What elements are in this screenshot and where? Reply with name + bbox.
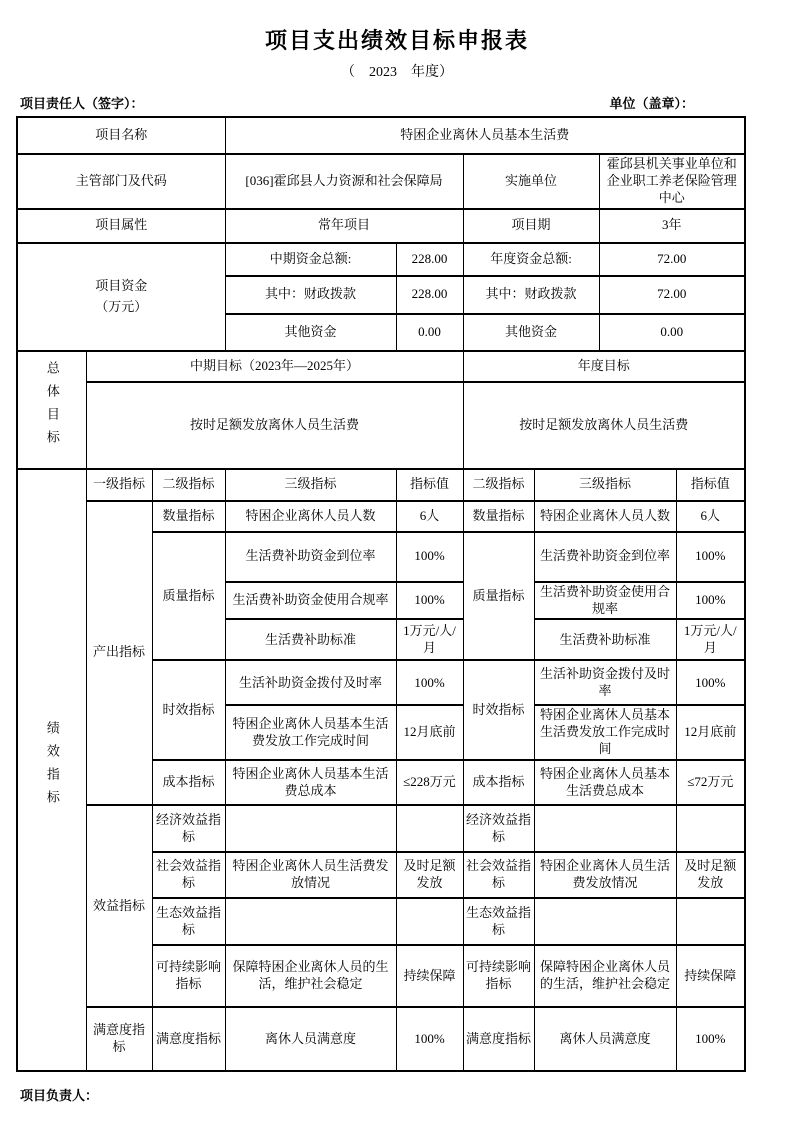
overall-goal-label-text: 总体目标	[44, 361, 60, 454]
level3-indicator: 生活补助资金拨付及时率	[534, 660, 676, 705]
attr-value: 常年项目	[225, 209, 463, 243]
fund-year-fiscal-label: 其中：财政拨款	[463, 276, 599, 314]
fund-mid-total-label: 中期资金总额:	[225, 243, 396, 276]
level2-indicator: 满意度指标	[152, 1007, 225, 1071]
indicator-value: 12月底前	[396, 705, 463, 760]
level3-indicator: 特困企业离休人员人数	[225, 501, 396, 532]
level3-indicator: 特困企业离休人员基本生活费总成本	[225, 760, 396, 805]
level2-indicator: 成本指标	[152, 760, 225, 805]
level3-indicator: 离休人员满意度	[534, 1007, 676, 1071]
attr-label: 项目属性	[17, 209, 225, 243]
level2-indicator: 生态效益指标	[152, 898, 225, 945]
indicator-value: 及时足额发放	[396, 852, 463, 898]
top-labels	[0, 81, 794, 116]
level3-indicator: 特困企业离休人员生活费发放情况	[534, 852, 676, 898]
level2-indicator: 时效指标	[463, 660, 534, 760]
impl-unit-value: 霍邱县机关事业单位和企业职工养老保险管理中心	[599, 154, 745, 209]
header-level2-left: 二级指标	[152, 469, 225, 501]
funds-label-line1: 项目资金	[95, 277, 148, 293]
header-level3-left: 三级指标	[225, 469, 396, 501]
indicator-value: 持续保障	[396, 945, 463, 1007]
header-level2-right: 二级指标	[463, 469, 534, 501]
indicator-value: 12月底前	[676, 705, 745, 760]
project-name-value: 特困企业离休人员基本生活费	[225, 117, 745, 154]
header-value-left: 指标值	[396, 469, 463, 501]
signer-label: 项目责任人（签字）：	[20, 96, 144, 111]
level3-indicator	[225, 805, 396, 852]
level3-indicator: 生活补助资金拨付及时率	[225, 660, 396, 705]
level3-indicator: 保障特困企业离休人员的生活，维护社会稳定	[225, 945, 396, 1007]
goal-year-text: 按时足额发放离休人员生活费	[463, 382, 745, 469]
level2-indicator: 经济效益指标	[152, 805, 225, 852]
level3-indicator: 离休人员满意度	[225, 1007, 396, 1071]
fund-mid-total-value: 228.00	[396, 243, 463, 276]
level3-indicator: 生活费补助资金到位率	[534, 532, 676, 582]
form-table	[16, 116, 746, 1072]
period-label: 项目期	[463, 209, 599, 243]
level2-indicator: 数量指标	[463, 501, 534, 532]
level3-indicator	[225, 898, 396, 945]
page-title: 项目支出绩效目标申报表	[264, 28, 529, 53]
overall-goal-label	[17, 351, 86, 469]
fund-mid-other-label: 其他资金	[225, 314, 396, 351]
indicator-value: ≤72万元	[676, 760, 745, 805]
level3-indicator: 生活费补助标准	[225, 619, 396, 660]
fund-year-other-label: 其他资金	[463, 314, 599, 351]
impl-unit-label: 实施单位	[463, 154, 599, 209]
level2-indicator: 可持续影响指标	[463, 945, 534, 1007]
level2-indicator: 满意度指标	[463, 1007, 534, 1071]
header-level1: 一级指标	[86, 469, 152, 501]
indicator-value	[396, 805, 463, 852]
fund-year-fiscal-value: 72.00	[599, 276, 745, 314]
header-value-right: 指标值	[676, 469, 745, 501]
level1-benefit: 效益指标	[86, 805, 152, 1007]
unit-seal-label: 单位（盖章）：	[609, 96, 694, 111]
fund-year-total-value: 72.00	[599, 243, 745, 276]
dept-code-label: 主管部门及代码	[17, 154, 225, 209]
indicator-value: 100%	[396, 532, 463, 582]
level2-indicator: 社会效益指标	[152, 852, 225, 898]
perf-indicator-label	[17, 469, 86, 1071]
perf-indicator-label-text: 绩效指标	[44, 721, 60, 814]
level2-indicator: 社会效益指标	[463, 852, 534, 898]
level1-output: 产出指标	[86, 501, 152, 805]
goal-mid-header: 中期目标（2023年—2025年）	[86, 351, 463, 382]
goal-year-header: 年度目标	[463, 351, 745, 382]
level3-indicator: 特困企业离休人员基本生活费发放工作完成时间	[225, 705, 396, 760]
level2-indicator: 质量指标	[152, 532, 225, 661]
indicator-value: 6人	[396, 501, 463, 532]
level1-satisfaction: 满意度指标	[86, 1007, 152, 1071]
fund-year-other-value: 0.00	[599, 314, 745, 351]
level3-indicator: 特困企业离休人员人数	[534, 501, 676, 532]
level2-indicator: 时效指标	[152, 660, 225, 760]
indicator-value: 1万元/人/月	[396, 619, 463, 660]
indicator-value	[676, 898, 745, 945]
indicator-value: 100%	[676, 582, 745, 620]
level3-indicator: 生活费补助资金到位率	[225, 532, 396, 582]
indicator-value: 100%	[396, 582, 463, 620]
level3-indicator: 特困企业离休人员基本生活费总成本	[534, 760, 676, 805]
level2-indicator: 成本指标	[463, 760, 534, 805]
level2-indicator: 可持续影响指标	[152, 945, 225, 1007]
fund-mid-fiscal-value: 228.00	[396, 276, 463, 314]
funds-label	[17, 243, 225, 351]
level3-indicator: 生活费补助标准	[534, 619, 676, 660]
indicator-value	[396, 898, 463, 945]
fund-mid-fiscal-label: 其中：财政拨款	[225, 276, 396, 314]
indicator-value: 100%	[676, 532, 745, 582]
level2-indicator: 生态效益指标	[463, 898, 534, 945]
indicator-value: 1万元/人/月	[676, 619, 745, 660]
footer-label: 项目负责人：	[20, 1088, 99, 1104]
level3-indicator: 保障特困企业离休人员的生活，维护社会稳定	[534, 945, 676, 1007]
period-value: 3年	[599, 209, 745, 243]
indicator-value: ≤228万元	[396, 760, 463, 805]
goal-mid-text: 按时足额发放离休人员生活费	[86, 382, 463, 469]
funds-label-line2: （万元）	[95, 298, 148, 314]
indicator-value: 持续保障	[676, 945, 745, 1007]
level3-indicator: 特困企业离休人员生活费发放情况	[225, 852, 396, 898]
indicator-value: 及时足额发放	[676, 852, 745, 898]
indicator-value: 6人	[676, 501, 745, 532]
indicator-value: 100%	[676, 660, 745, 705]
fund-mid-other-value: 0.00	[396, 314, 463, 351]
level3-indicator	[534, 805, 676, 852]
level3-indicator	[534, 898, 676, 945]
indicator-value	[676, 805, 745, 852]
indicator-value: 100%	[396, 1007, 463, 1071]
level2-indicator: 数量指标	[152, 501, 225, 532]
page-subtitle-year: （ 2023 年度）	[341, 65, 453, 80]
indicator-value: 100%	[396, 660, 463, 705]
level2-indicator: 质量指标	[463, 532, 534, 661]
level2-indicator: 经济效益指标	[463, 805, 534, 852]
level3-indicator: 生活费补助资金使用合规率	[534, 582, 676, 620]
fund-year-total-label: 年度资金总额:	[463, 243, 599, 276]
project-name-label: 项目名称	[17, 117, 225, 154]
indicator-value: 100%	[676, 1007, 745, 1071]
level3-indicator: 特困企业离休人员基本生活费发放工作完成时间	[534, 705, 676, 760]
dept-code-value: [036]霍邱县人力资源和社会保障局	[225, 154, 463, 209]
header-level3-right: 三级指标	[534, 469, 676, 501]
level3-indicator: 生活费补助资金使用合规率	[225, 582, 396, 620]
